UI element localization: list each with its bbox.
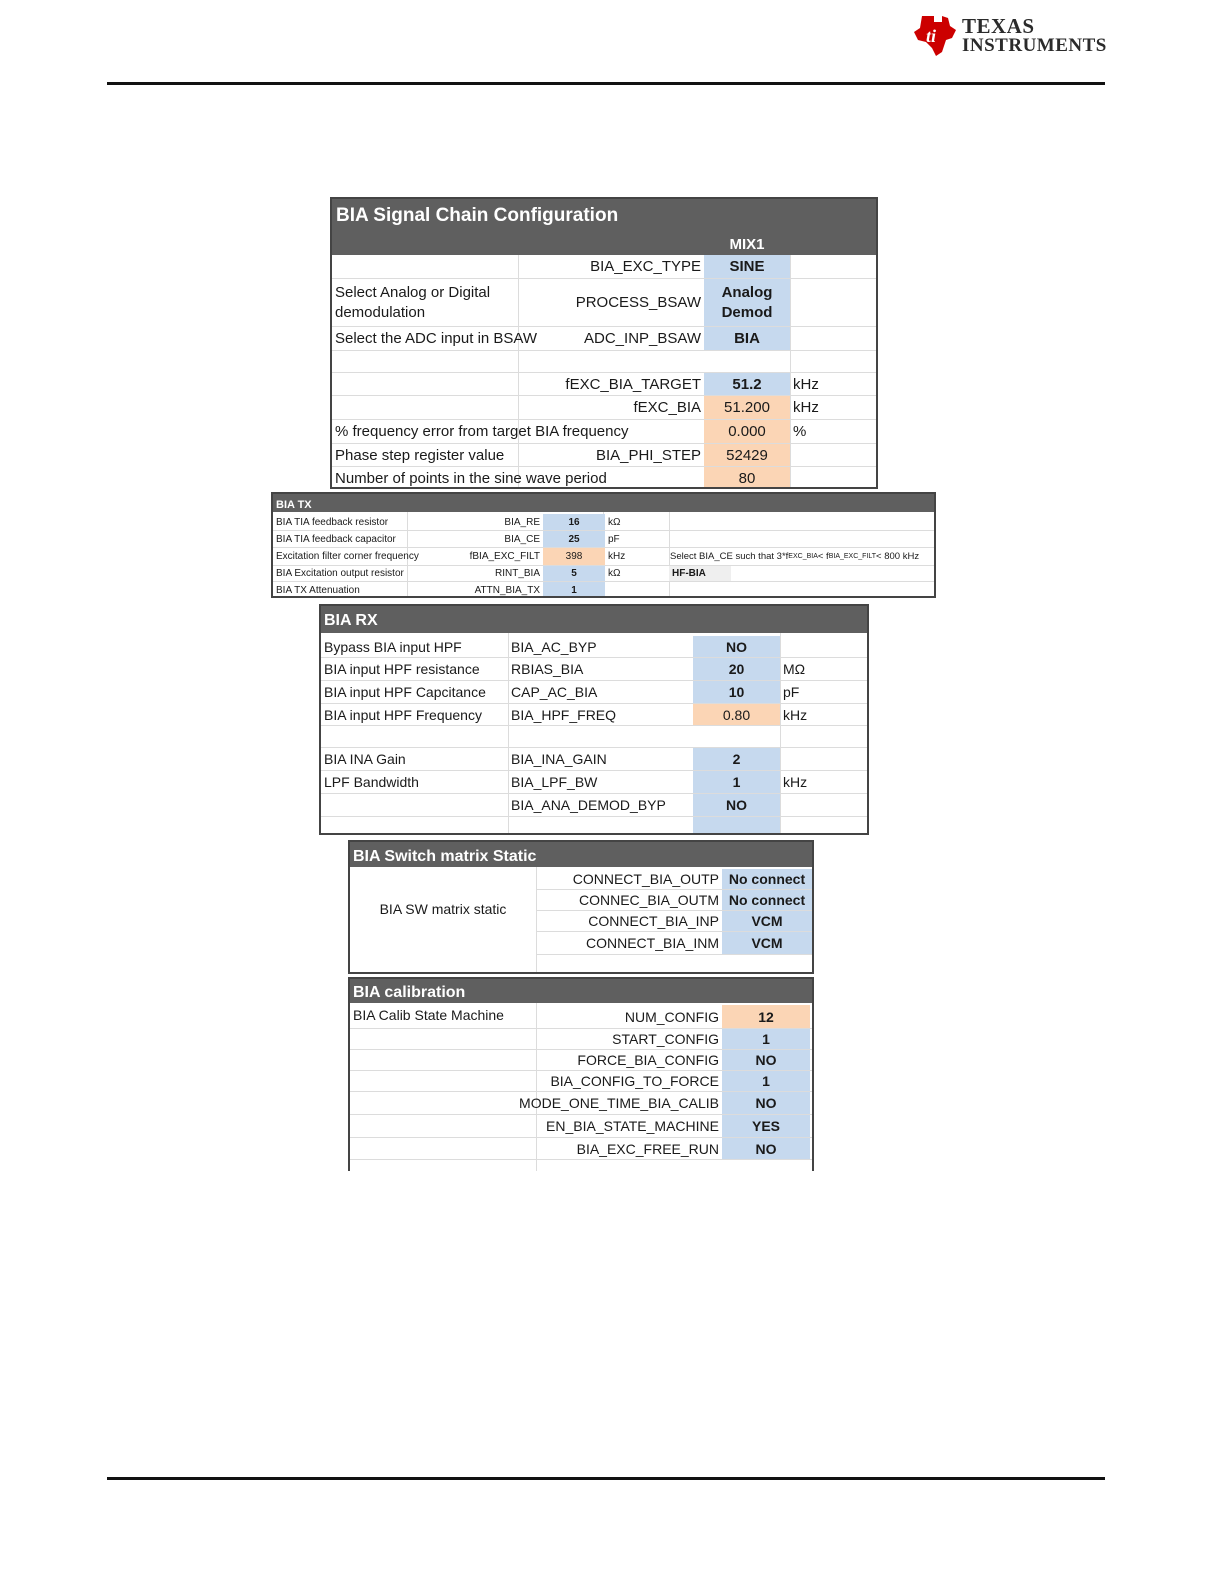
table-row: [350, 1071, 812, 1092]
desc-cell: Select Analog or Digital demodulation: [335, 283, 491, 321]
table-row: [321, 748, 867, 771]
param-cell: BIA_LPF_BW: [511, 774, 598, 790]
desc-cell: BIA Excitation output resistor: [276, 568, 404, 579]
value-cell: 80: [704, 467, 790, 489]
value-cell[interactable]: 1: [543, 582, 605, 598]
calibration-panel: [348, 977, 814, 1171]
table-row: [332, 444, 876, 467]
param-cell: PROCESS_BSAW: [575, 294, 701, 311]
desc-cell: BIA input HPF Frequency: [324, 706, 482, 723]
bia-rx-panel: [319, 604, 869, 835]
table-row: [332, 396, 876, 420]
table-row: [321, 658, 867, 681]
value-cell: 52429: [704, 444, 790, 466]
unit-cell: kHz: [793, 375, 819, 393]
logo-wordmark: [962, 16, 1107, 56]
table-row: [536, 911, 812, 932]
value-cell[interactable]: NO: [693, 794, 780, 816]
param-cell: CONNEC_BIA_OUTM: [578, 892, 719, 908]
param-cell: fBIA_EXC_FILT: [469, 551, 540, 562]
param-cell: BIA_RE: [504, 516, 540, 528]
table-row: [332, 327, 876, 351]
value-cell: 0.000: [704, 420, 790, 443]
table-row: [332, 255, 876, 279]
table-row: [332, 373, 876, 396]
panel-title: BIA calibration: [353, 984, 466, 1001]
table-row: [350, 1092, 812, 1115]
ti-logo: [912, 12, 1108, 62]
svg-text:ti: ti: [926, 26, 937, 46]
param-cell: BIA_CONFIG_TO_FORCE: [550, 1073, 719, 1089]
ti-state-icon: [912, 12, 958, 58]
table-row: [350, 1138, 812, 1160]
bia-tx-header: [273, 494, 934, 512]
value-cell[interactable]: 5: [543, 566, 605, 581]
desc-cell: BIA TIA feedback capacitor: [276, 533, 396, 545]
value-cell[interactable]: VCM: [722, 932, 812, 954]
desc-cell: Select the ADC input in BSAW: [335, 330, 538, 347]
switch-matrix-panel: [348, 840, 814, 974]
value-cell[interactable]: 16: [543, 514, 605, 530]
value-cell: 398: [543, 548, 605, 565]
note-text: Select BIA_CE such that 3*f: [670, 551, 789, 562]
mode-badge: HF-BIA: [669, 566, 731, 581]
unit-cell: %: [793, 423, 807, 440]
param-cell: BIA_ANA_DEMOD_BYP: [511, 797, 666, 813]
value-cell[interactable]: NO: [693, 636, 780, 657]
unit-cell: pF: [608, 533, 620, 545]
value-cell[interactable]: BIA: [704, 327, 790, 350]
column-header: MIX1: [729, 236, 765, 253]
desc-cell: LPF Bandwidth: [324, 774, 419, 790]
desc-cell: BIA input HPF resistance: [324, 661, 480, 677]
table-row: [321, 636, 867, 658]
table-row: [273, 582, 934, 598]
unit-cell: kHz: [783, 774, 808, 790]
value-cell[interactable]: NO: [722, 1092, 810, 1114]
value-cell[interactable]: 20: [693, 658, 780, 680]
table-row: [536, 932, 812, 955]
param-cell: CONNECT_BIA_INM: [585, 935, 719, 951]
param-cell: BIA_INA_GAIN: [511, 751, 607, 767]
param-cell: MODE_ONE_TIME_BIA_CALIB: [519, 1095, 719, 1111]
constraint-note: [667, 548, 935, 565]
param-cell: FORCE_BIA_CONFIG: [577, 1052, 719, 1068]
switch-matrix-header: [350, 842, 812, 867]
value-cell[interactable]: NO: [722, 1050, 810, 1070]
footer-rule: [107, 1477, 1105, 1480]
note-subscript: EXC_BIA: [788, 553, 818, 560]
note-subscript: BIA_EXC_FILT: [828, 553, 877, 560]
param-cell: RBIAS_BIA: [511, 661, 584, 677]
panel-title: BIA Switch matrix Static: [353, 848, 537, 865]
unit-cell: kΩ: [608, 516, 621, 528]
table-row: [536, 890, 812, 911]
param-cell: BIA_AC_BYP: [511, 638, 597, 655]
logo-line-2: INSTRUMENTS: [962, 35, 1107, 56]
logo-line-1: TEXAS: [962, 14, 1035, 38]
unit-cell: pF: [783, 684, 800, 700]
unit-cell: kHz: [793, 399, 819, 416]
value-cell: 0.80: [693, 704, 780, 725]
value-cell: 51.200: [704, 396, 790, 419]
desc-cell: BIA TIA feedback resistor: [276, 516, 389, 528]
panel-title: BIA Signal Chain Configuration: [336, 205, 619, 226]
table-row: [273, 566, 934, 582]
param-cell: BIA_EXC_FREE_RUN: [576, 1140, 719, 1157]
table-row: [273, 548, 934, 566]
value-cell[interactable]: Analog Demod: [704, 279, 790, 326]
desc-cell: Bypass BIA input HPF: [324, 638, 462, 655]
desc-cell: Phase step register value: [335, 446, 505, 464]
spacer-row: [321, 817, 867, 835]
table-row: [321, 794, 867, 817]
signal-chain-panel: [330, 197, 878, 489]
unit-cell: kHz: [783, 706, 808, 723]
desc-cell: % frequency error from target BIA frequency: [335, 423, 629, 440]
param-cell: ATTN_BIA_TX: [474, 584, 540, 596]
table-row: [273, 514, 934, 531]
param-cell: CONNECT_BIA_INP: [588, 913, 719, 929]
calibration-header: [350, 979, 812, 1003]
param-cell: NUM_CONFIG: [624, 1008, 719, 1025]
desc-cell: BIA INA Gain: [324, 751, 406, 767]
value-cell[interactable]: 1: [693, 771, 780, 793]
header-rule: [107, 82, 1105, 85]
value-cell[interactable]: NO: [722, 1138, 810, 1159]
param-cell: fEXC_BIA: [633, 399, 701, 416]
value-cell-empty: [693, 817, 780, 835]
param-cell: ADC_INP_BSAW: [584, 330, 701, 347]
table-row: [536, 869, 812, 890]
value-cell: 12: [722, 1005, 810, 1028]
value-cell[interactable]: VCM: [722, 911, 812, 931]
desc-cell: Number of points in the sine wave period: [335, 469, 607, 487]
table-row: [332, 467, 876, 489]
value-cell[interactable]: No connect: [722, 869, 812, 889]
table-row: [350, 1115, 812, 1138]
param-cell: CAP_AC_BIA: [511, 684, 598, 700]
panel-title: BIA RX: [324, 612, 378, 629]
param-cell: CONNECT_BIA_OUTP: [572, 871, 719, 887]
value-cell[interactable]: 1: [722, 1071, 810, 1091]
unit-cell: kHz: [608, 551, 626, 562]
table-row: [321, 704, 867, 726]
spacer-row: [350, 955, 812, 974]
panel-title: BIA TX: [276, 499, 312, 511]
value-cell[interactable]: SINE: [704, 255, 790, 278]
table-row: [273, 531, 934, 548]
table-row: [350, 1050, 812, 1071]
param-cell: START_CONFIG: [612, 1031, 719, 1047]
desc-cell: BIA input HPF Capcitance: [324, 684, 486, 700]
group-label: BIA SW matrix static: [379, 900, 507, 917]
unit-cell: MΩ: [783, 661, 806, 677]
table-row: [332, 279, 876, 327]
bia-rx-header: [321, 606, 867, 633]
value-cell[interactable]: No connect: [722, 890, 812, 910]
param-cell: fEXC_BIA_TARGET: [565, 375, 701, 393]
note-text: < f: [817, 551, 829, 562]
value-cell[interactable]: 1: [722, 1029, 810, 1049]
note-text: < 800 kHz: [876, 551, 920, 562]
value-cell[interactable]: 10: [693, 681, 780, 703]
desc-cell: Excitation filter corner frequency: [276, 551, 419, 562]
value-cell[interactable]: 25: [543, 531, 605, 547]
table-row: [350, 1005, 812, 1029]
table-row: [350, 1029, 812, 1050]
bia-tx-panel: [271, 492, 936, 598]
desc-cell: BIA TX Attenuation: [276, 584, 360, 596]
table-row: [321, 681, 867, 704]
spacer-row: [332, 351, 876, 373]
param-cell: RINT_BIA: [494, 568, 540, 579]
value-cell[interactable]: 51.2: [704, 373, 790, 395]
param-cell: BIA_PHI_STEP: [595, 446, 701, 464]
table-row: [332, 420, 876, 444]
param-cell: EN_BIA_STATE_MACHINE: [546, 1118, 719, 1134]
signal-chain-header: [332, 199, 876, 255]
table-row: [321, 771, 867, 794]
spacer-row: [321, 726, 867, 748]
value-cell[interactable]: YES: [722, 1115, 810, 1137]
unit-cell: kΩ: [608, 568, 621, 579]
group-label: BIA Calib State Machine: [353, 1007, 504, 1023]
param-cell: BIA_CE: [504, 533, 540, 545]
param-cell: BIA_EXC_TYPE: [590, 258, 701, 275]
value-cell[interactable]: 2: [693, 748, 780, 770]
param-cell: BIA_HPF_FREQ: [511, 706, 617, 723]
